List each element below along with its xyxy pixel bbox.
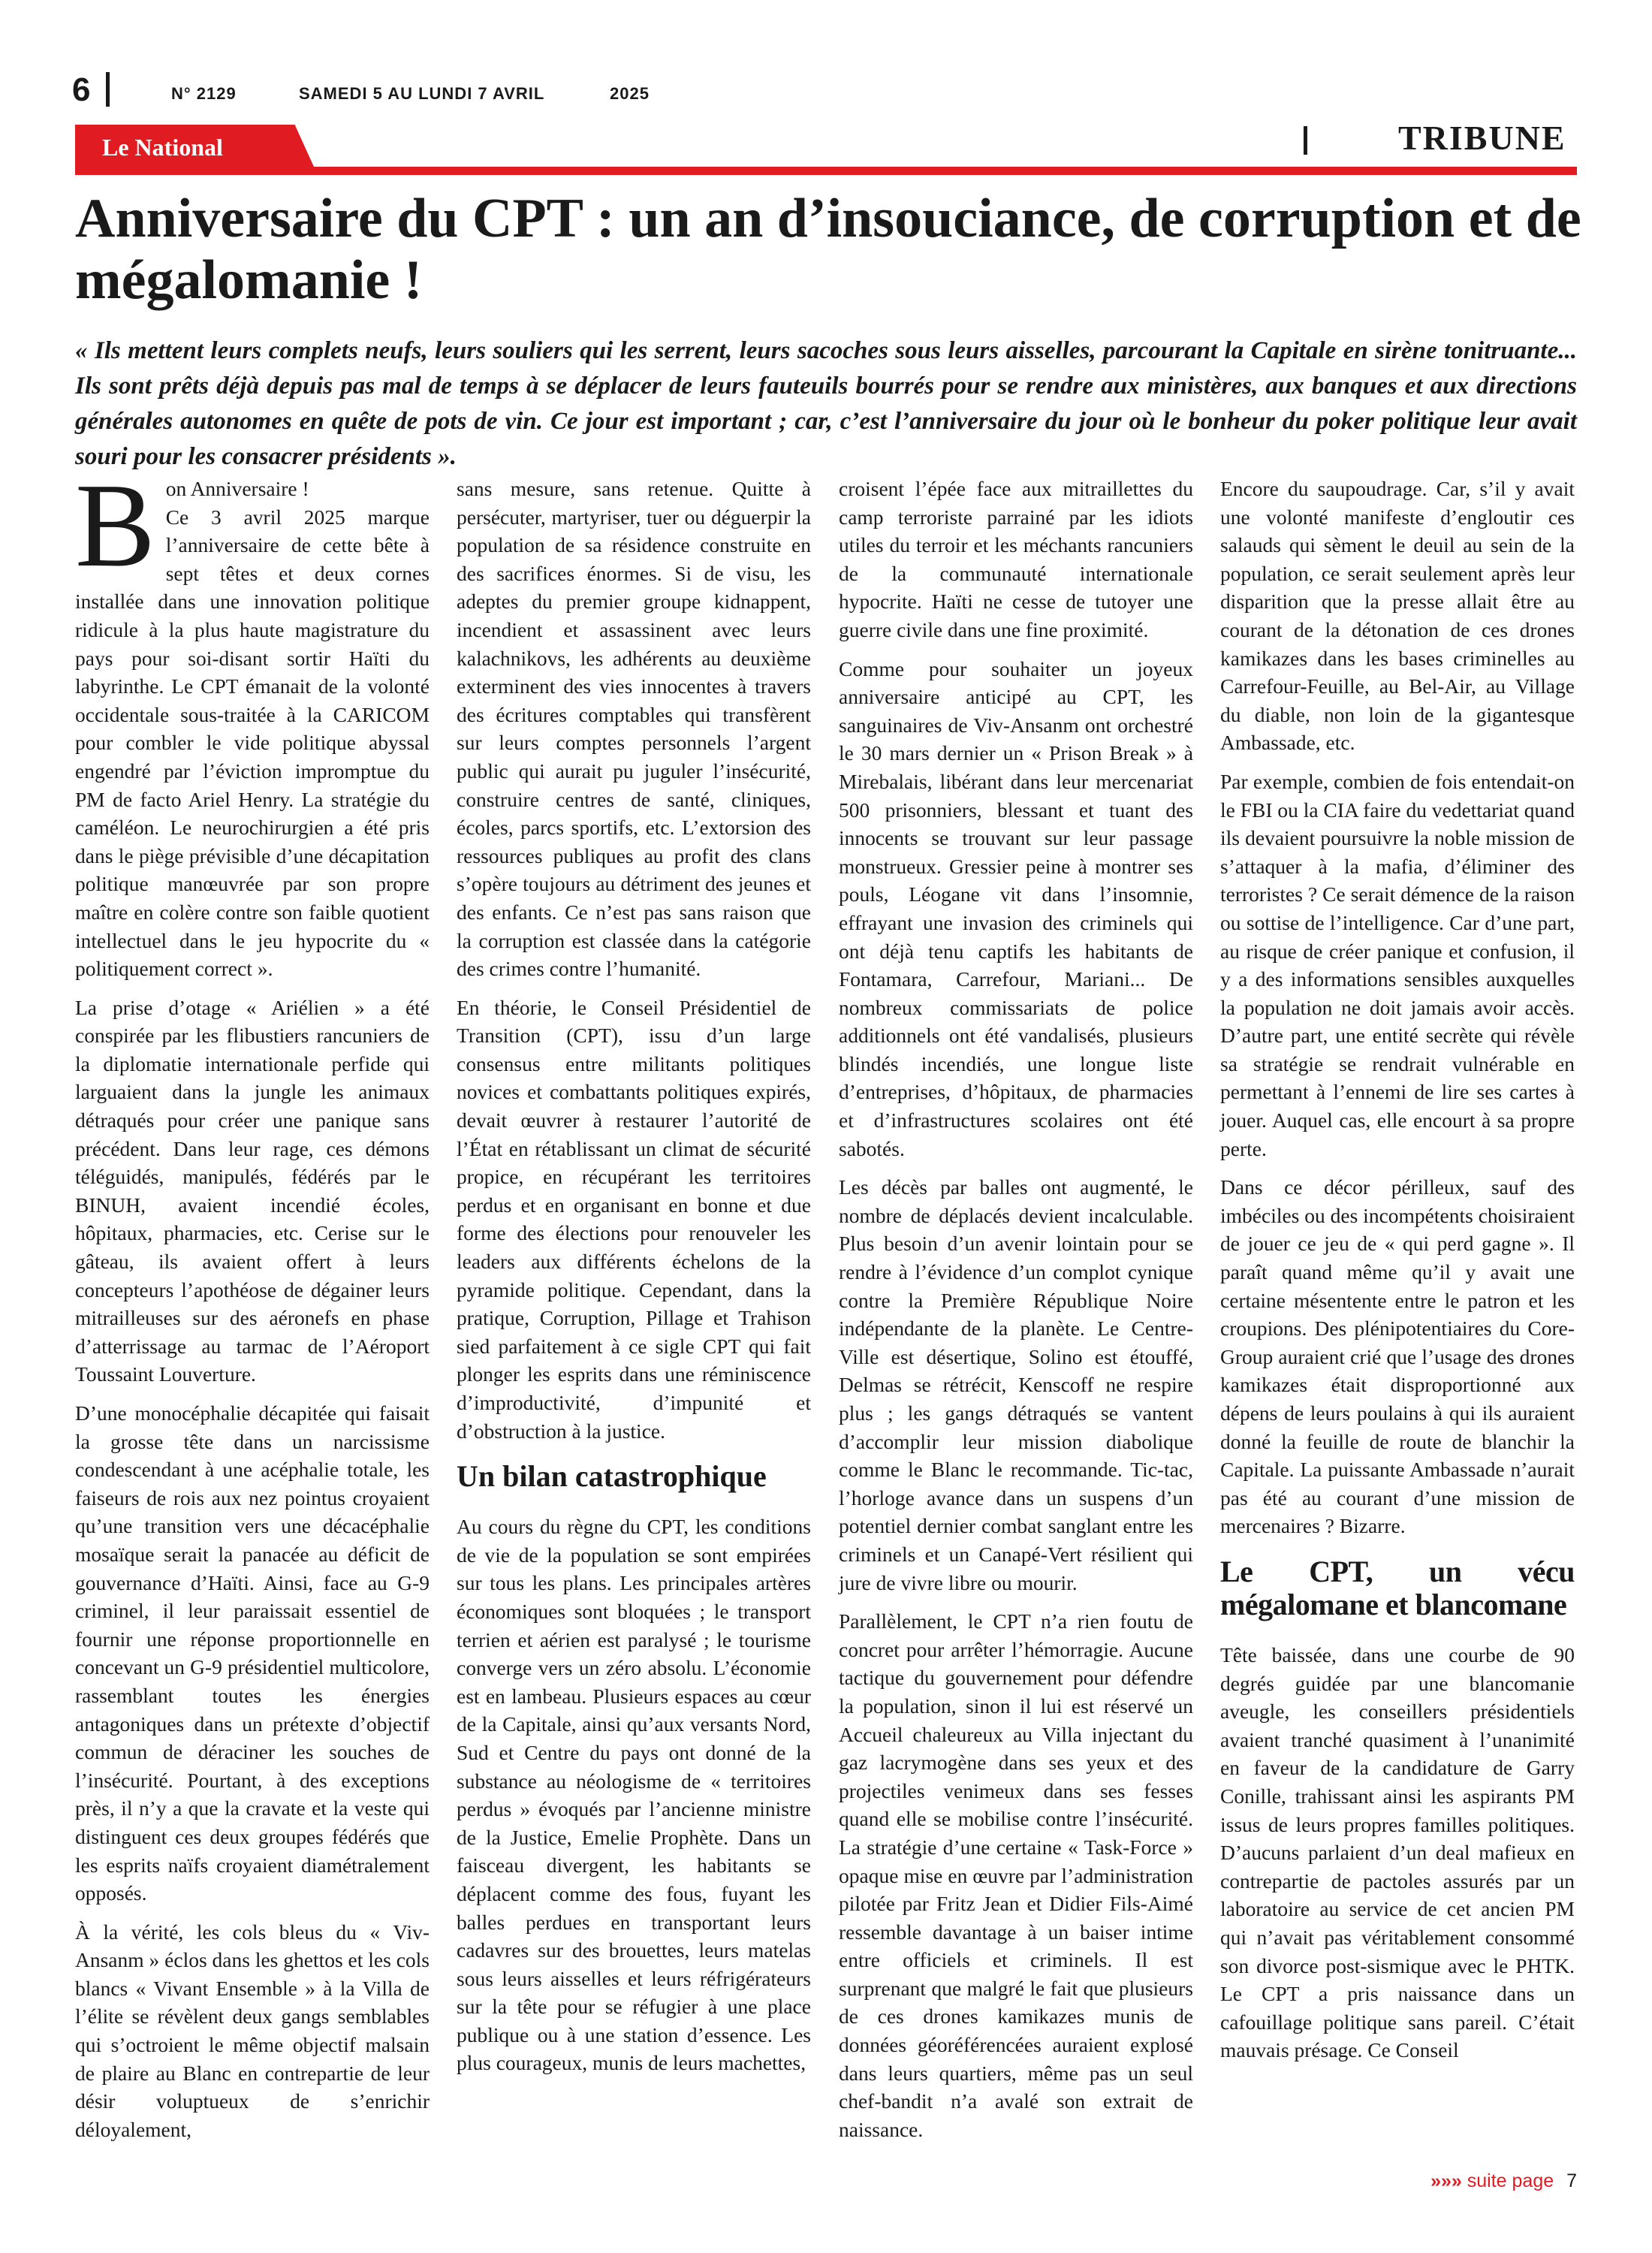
paragraph: Ce 3 avril 2025 marque l’anniversaire de cette bête à sept têtes et deux cornes installée dans une innovation politique ridicule à la plus haute magistrature du pays pour soi-disant sortir Haïti du labyrinthe. Le CPT émanait de la volonté occidentale sous-traitée à la CARICOM pour combler le vide politique abyssal engendré par l’éviction impromptue du PM de facto Ariel Henry. La stratégie du caméléon. Le neurochirurgien a été pris dans le piège prévisible d’une décapitation politique manœuvrée par son propre maître en colère contre son faible quotient intellectuel dans le jeu hypocrite du « politiquement correct ». bbox=[75, 505, 430, 981]
paragraph: on Anniversaire ! bbox=[165, 477, 309, 500]
subheading: Un bilan catastrophique bbox=[457, 1459, 767, 1494]
continued-arrows-icon: »»» bbox=[1430, 2170, 1462, 2191]
publication-name: Le National bbox=[102, 134, 223, 161]
paragraph: Comme pour souhaiter un joyeux anniversaire anticipé au CPT, les sanguinaires de Viv-Ansanm ont orchestré le 30 mars dernier un « Prison Break » à Mirebalais, libérant dans leur mercenariat 500 prisonniers, blessant et tuant des innocents se trouvant sur leur passage monstrueux. Gressier peine à montrer ses pouls, Léogane vit dans l’insomnie, effrayant une invasion des criminels qui ont déjà tenu captifs les habitants de Fontamara, Carrefour, Mariani... De nombreux commissariats de police additionnels ont été vandalisés, plusieurs blindés incendiés, une longue liste d’entreprises, d’hôpitaux, de pharmacies et d’infrastructures scolaires ont été sabotés. bbox=[839, 656, 1193, 1160]
issue-date: SAMEDI 5 AU LUNDI 7 AVRIL bbox=[299, 84, 545, 103]
paragraph: À la vérité, les cols bleus du « Viv-Ansanm » éclos dans les ghettos et les cols blancs « Vivant Ensemble » à la Villa de l’élite se révèlent deux gangs semblables qui s’octroient le même objectif malsain de plaire au Blanc en contrepartie de leur désir voluptueux de s’enrichir déloyalement, bbox=[75, 1920, 430, 2141]
paragraph: La prise d’otage « Ariélien » a été conspirée par les flibustiers rancuniers de la diplomatie internationale perfide qui larguaient dans la jungle les animaux détraqués pour créer une panique sans précédent. Dans leur rage, ces démons téléguidés, manipulés, fédérés par le BINUH, avaient incendié écoles, hôpitaux, pharmacies, etc. Cerise sur le gâteau, ils avaient offert à leurs concepteurs l’apothéose de dégainer leurs mitrailleuses sur des aéronefs en phase d’atterrissage au tarmac de l’Aéroport Toussaint Louverture. bbox=[75, 995, 430, 1386]
continued-label: suite page bbox=[1467, 2170, 1554, 2191]
paragraph: croisent l’épée face aux mitraillettes du camp terroriste parrainé par les idiots utiles du terroir et les méchants rancuniers de la communauté internationale hypocrite. Haïti ne cesse de tutoyer une guerre civile dans une fine proximité. bbox=[839, 477, 1193, 641]
paragraph: Tête baissée, dans une courbe de 90 degrés guidée par une blancomanie aveugle, les conseillers présidentiels avaient tranché quasiment à l’unanimité en faveur de la candidature de Garry Conille, trahissant ainsi les aspirants PM issus de leurs propres familles politiques. D’aucuns parlaient d’un deal mafieux en contrepartie de pactoles assurés par un laboratoire au service de cet ancien PM qui n’avait pas véritablement consommé son divorce post-sismique avec le PHTK. Le CPT a pris naissance dans un cafouillage politique sans pareil. C’était mauvais présage. Ce Conseil bbox=[1220, 1642, 1575, 2062]
continued-on-page[interactable] bbox=[1430, 2170, 1577, 2192]
issue-number: N° 2129 bbox=[171, 84, 237, 103]
section-label: TRIBUNE bbox=[1398, 119, 1566, 157]
paragraph: Dans ce décor périlleux, sauf des imbéciles ou des incompétents choisiraient de jouer ce jeu de « qui perd gagne ». Il paraît quand même qu’il y avait une certaine mésentente entre le patron et les croupions. Des plénipotentiaires du Core-Group auraient crié que l’usage des drones kamikazes était disproportionné aux dépens de leurs poulains à qui ils auraient donné la feuille de route de blanchir la Capitale. La puissante Ambassade n’aurait pas été au courant d’une mission de mercenaires ? Bizarre. bbox=[1220, 1175, 1575, 1538]
subheading: Le CPT, un vécu mégalomane et blancomane bbox=[1220, 1554, 1575, 1621]
issue-year: 2025 bbox=[610, 84, 650, 103]
article-lead: « Ils mettent leurs complets neufs, leurs souliers qui les serrent, leurs sacoches sous leurs aisselles, parcourant la Capitale en sirène tonitruante... Ils sont prêts déjà depuis pas mal de temps à se déplacer de leurs fauteuils bourrés pour se rendre aux ministères, aux banques et aux directions générales autonomes en quête de pots de vin. Ce jour est important ; car, c’est l’anniversaire du jour où le bonheur du poker politique leur avait souri pour les consacrer présidents ». bbox=[75, 337, 1577, 470]
paragraph: Encore du saupoudrage. Car, s’il y avait une volonté manifeste d’engloutir ces salauds qui sèment le deuil au sein de la population, ce serait seulement après leur disparition que la presse allait être au courant de la détonation de ces drones kamikazes dans les bases criminelles au Carrefour-Feuille, au Bel-Air, au Village du diable, non loin de la gigantesque Ambassade, etc. bbox=[1220, 477, 1575, 755]
section-divider bbox=[1304, 126, 1307, 155]
page-number: 6 bbox=[72, 71, 91, 108]
drop-cap: B bbox=[75, 458, 155, 592]
paragraph: En théorie, le Conseil Présidentiel de Transition (CPT), issu d’un large consensus entre militants politiques novices et combattants politiques expirés, devait œuvrer à restaurer l’autorité de l’État en rétablissant un climat de sécurité propice, en récupérant les territoires perdus et en organisant en bonne et due forme des élections pour renouveler les leaders aux différents échelons de la pyramide politique. Cependant, dans la pratique, Corruption, Pillage et Trahison sied parfaitement à ce sigle CPT qui fait plonger les esprits dans une réminiscence d’improductivité, d’impunité et d’obstruction à la justice. bbox=[457, 995, 811, 1443]
paragraph: Au cours du règne du CPT, les conditions de vie de la population se sont empirées sur tous les plans. Les principales artères économiques sont bloquées ; le transport terrien et aérien est paralysé ; le tourisme converge vers un zéro absolu. L’économie est en lambeau. Plusieurs espaces au cœur de la Capitale, ainsi qu’aux versants Nord, Sud et Centre du pays ont donné de la substance au néologisme de « territoires perdus » évoqués par l’ancienne ministre de la Justice, Emelie Prophète. Dans un faisceau divergent, les habitants se déplacent comme des fous, fuyant les balles perdues en transportant leurs cadavres sur des brouettes, leurs matelas sous leurs aisselles et leurs réfrigérateurs sur la tête pour se réfugier à une place publique ou à une station d’essence. Les plus courageux, munis de leurs machettes, bbox=[457, 1515, 811, 2075]
article-headline: Anniversaire du CPT : un an d’insouciance, de corruption et de mégalomanie ! bbox=[75, 188, 1581, 311]
page-number-divider bbox=[106, 72, 110, 107]
paragraph: Parallèlement, le CPT n’a rien foutu de concret pour arrêter l’hémorragie. Aucune tactique du gouvernement pour défendre la population, sinon il lui est réservé un Accueil chaleureux au Villa injectant du gaz lacrymogène dans ses yeux et des projectiles venimeux dans ses fesses quand elle se mobilise contre l’insécurité. La stratégie d’une certaine « Task-Force » opaque mise en œuvre par l’administration pilotée par Fritz Jean et Didier Fils-Aimé ressemble davantage à un baiser intime entre officiels et criminels. Il est surprenant que malgré le fait que plusieurs de ces drones kamikazes munis de données géoréférencées auraient explosé dans leurs quartiers, même pas un seul chef-bandit n’a avalé son extrait de naissance. bbox=[839, 1609, 1193, 2141]
article-column-4 bbox=[1220, 475, 1575, 2075]
continued-page-number: 7 bbox=[1566, 2170, 1577, 2191]
paragraph: Les décès par balles ont augmenté, le nombre de déplacés devient incalculable. Plus besoin d’un avenir lointain pour se rendre à l’évidence d’un complot cynique contre la Première République Noire indépendante de la planète. Le Centre-Ville est désertique, Solino est étouffé, Delmas se rétrécit, Kenscoff ne respire plus ; les gangs détraqués se vantent d’accomplir leur mission diabolique comme le Blanc le recommande. Tic-tac, l’horloge avance dans un suspens d’un potentiel dernier combat sanglant entre les criminels et un Canapé-Vert résilient qui jure de vivre libre ou mourir. bbox=[839, 1175, 1193, 1594]
header-rule bbox=[75, 167, 1577, 175]
paragraph: D’une monocéphalie décapitée qui faisait la grosse tête dans un narcissisme condescendant à une acéphalie totale, les faiseurs de rois aux nez pointus croyaient qu’une transition vers une décacéphalie mosaïque serait la panacée au déficit de gouvernance d’Haïti. Ainsi, face au G-9 criminel, il leur paraissait essentiel de fournir une réponse proportionnelle en concevant un G-9 présidentiel multicolore, rassemblant toutes les énergies antagoniques dans un prétexte d’objectif commun de déraciner les souches de l’insécurité. Pourtant, à des exceptions près, il n’y a que la cravate et la veste qui distinguent ces deux groupes fédérés que les esprits naïfs croyaient diamétralement opposés. bbox=[75, 1401, 430, 1905]
paragraph: sans mesure, sans retenue. Quitte à persécuter, martyriser, tuer ou déguerpir la population de sa résidence construite en des sacrifices énormes. Si de visu, les adeptes du premier groupe kidnappent, incendient et assassinent avec leurs kalachnikovs, les adhérents au deuxième exterminent des vies innocentes à travers des écritures comptables qui transfèrent sur leurs comptes personnels l’argent public qui aurait pu juguler l’insécurité, construire centres de santé, cliniques, écoles, parcs sportifs, etc. L’extorsion des ressources publiques au profit des clans s’opère toujours au détriment des jeunes et des enfants. Ce n’est pas sans raison que la corruption est classée dans la catégorie des crimes contre l’humanité. bbox=[457, 477, 811, 981]
article-column-3 bbox=[839, 475, 1193, 2154]
article-column-1 bbox=[75, 458, 430, 2154]
article-column-2 bbox=[457, 475, 811, 2088]
paragraph: Par exemple, combien de fois entendait-on le FBI ou la CIA faire du vedettariat quand ils devaient poursuivre la noble mission de s’attaquer à la mafia, d’éliminer des terroristes ? Ce serait démence de la raison ou sottise de l’intelligence. Car d’une part, au risque de créer panique et confusion, il y a des informations sensibles auxquelles la population ne doit jamais avoir accès. D’autre part, une entité secrète qui révèle sa stratégie se rendrait vulnérable en permettant à l’ennemi de lire ses cartes à jouer. Auquel cas, elle encourt à sa propre perte. bbox=[1220, 769, 1575, 1160]
